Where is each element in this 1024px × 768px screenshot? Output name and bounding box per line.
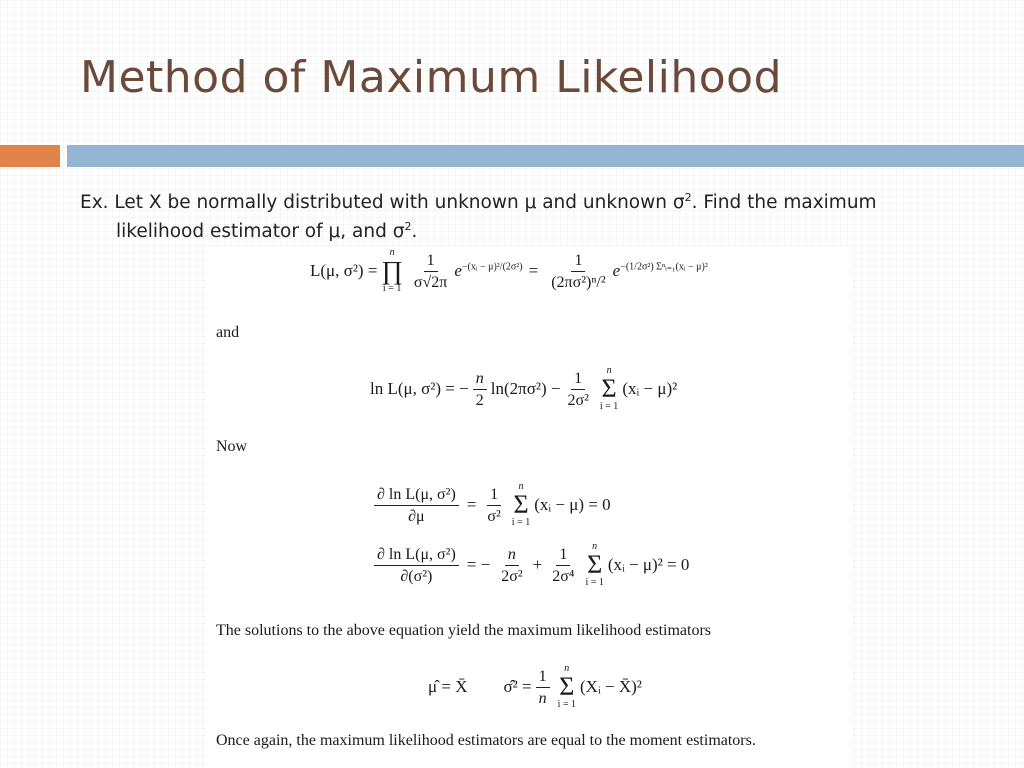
derivative-mu-equation: $\frac{\text{∂ ln L(μ, σ²)}}{\partial\mu}$ = $\frac{1}{\text{σ²}}$ n Σ i = 1 (xᵢ − μ) = 0 [370, 482, 611, 528]
fraction: $\frac{\text{∂ ln L(μ, σ²)}}{\text{∂(σ²)}}$ [374, 545, 459, 586]
now-label: Now [216, 438, 248, 455]
example-line-2: likelihood estimator of μ, and $\sigma^2$. [116, 219, 418, 242]
product-operator: n ∏ i = 1 [381, 247, 403, 294]
fraction: $\frac{n}{\text{2σ²}}$ [501, 545, 523, 585]
and-label: and [216, 324, 240, 341]
example-line-1: Ex. Let X be normally distributed with unknown μ and unknown $\sigma^2$. Find the maximum [80, 190, 877, 213]
fraction: $\frac{1}{\sigma√2\pi}$ [413, 251, 448, 291]
slide-title: Method of Maximum Likelihood [80, 52, 783, 103]
solutions-text: The solutions to the above equation yield the maximum likelihood estimators [216, 622, 712, 639]
summation-operator: n Σ i = 1 [557, 663, 577, 710]
math-derivation-panel [206, 246, 852, 768]
derivative-sigma-equation: $\frac{\text{∂ ln L(μ, σ²)}}{\text{∂(σ²)}}$ = − $\frac{n}{\text{2σ²}}$ + $\frac{1}{\text{2σ⁴}}$ n Σ i = 1 (xᵢ − μ)² = 0 [370, 542, 689, 588]
accent-bar-orange [0, 145, 60, 167]
fraction: $\frac{n}{2}$ [473, 369, 487, 410]
summation-operator: n Σ i = 1 [511, 481, 531, 528]
fraction: $\frac{1}{\text{(2πσ²)ⁿ/²}}$ [551, 251, 606, 291]
fraction: $\frac{\text{∂ ln L(μ, σ²)}}{\partial\mu}$ [374, 485, 459, 526]
fraction: $\frac{1}{n}$ [536, 667, 550, 708]
closing-text: Once again, the maximum likelihood estimators are equal to the moment estimators. [216, 732, 756, 749]
likelihood-equation: L(μ, σ²) = n ∏ i = 1 $\frac{1}{\sigma√2\pi}$ $e^{-(xᵢ - \mu)^2/(2\sigma^2)}$ = $\frac{1}{\text{(2πσ²)ⁿ/²}}$ $e^{-(1/2\sigma^2) \Sigma^nᵢ_{=1}(xᵢ - \mu)^2}$ [310, 247, 708, 294]
fraction: $\frac{1}{\text{σ²}}$ [487, 485, 501, 525]
summation-operator: n Σ i = 1 [585, 541, 604, 588]
log-likelihood-equation: ln L(μ, σ²) = − $\frac{n}{2}$ ln(2πσ²) − $\frac{1}{\text{2σ²}}$ n Σ i = 1 (xᵢ − μ)² [370, 365, 678, 412]
example-statement [80, 188, 960, 246]
accent-bar-blue [67, 145, 1024, 167]
estimators-equation: μ̂ = X̄ σ̂² = $\frac{1}{n}$ n Σ i = 1 (Xᵢ − X̄)² [428, 663, 642, 710]
fraction: $\frac{1}{\text{2σ⁴}}$ [552, 545, 575, 585]
fraction: $\frac{1}{\text{2σ²}}$ [567, 369, 589, 409]
summation-operator: n Σ i = 1 [599, 365, 619, 412]
